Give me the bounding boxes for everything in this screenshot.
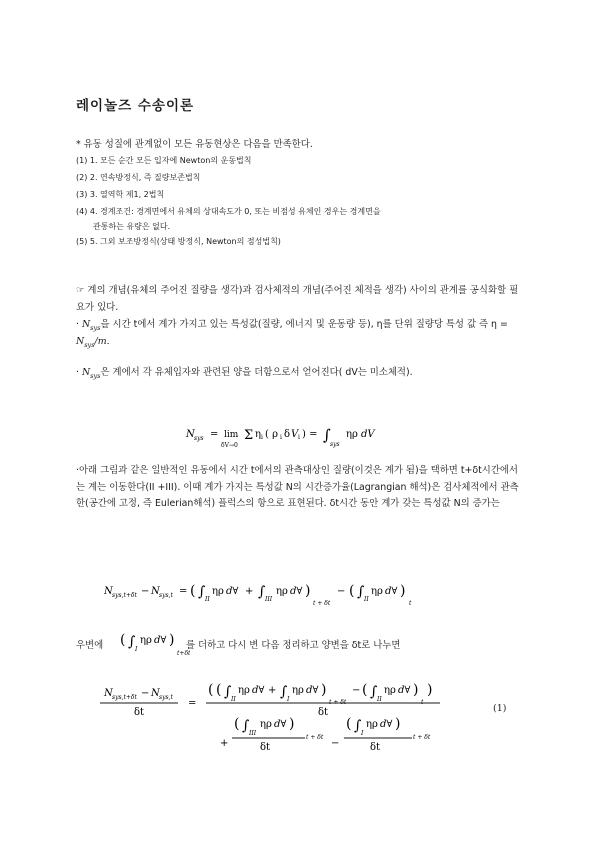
svg-text:lim: lim xyxy=(224,430,239,440)
svg-text:d∀: d∀ xyxy=(306,685,319,696)
svg-text:N: N xyxy=(151,586,160,597)
svg-text:d∀: d∀ xyxy=(252,685,265,696)
paragraph-concept: ☞ 계의 개념(유체의 주어진 질량을 생각)과 검사체적의 개념(주어진 체적을 생각) 사이의 관계를 공식화할 필요가 있다. xyxy=(76,285,519,313)
svg-text:N: N xyxy=(186,429,195,440)
svg-text:t: t xyxy=(421,699,424,706)
svg-text:I: I xyxy=(361,730,364,737)
inline-term-region-i xyxy=(120,624,190,660)
svg-text:): ) xyxy=(305,583,311,599)
svg-text:−: − xyxy=(141,688,150,699)
svg-text:δt: δt xyxy=(260,742,271,753)
svg-text:∫: ∫ xyxy=(354,718,362,734)
svg-text:N: N xyxy=(151,688,160,699)
svg-text:III: III xyxy=(265,596,273,603)
svg-text:(: ( xyxy=(362,682,368,698)
svg-text:+: + xyxy=(220,738,229,749)
svg-text:(: ( xyxy=(120,632,126,648)
law-item-4-cont: 관통하는 유량은 없다. xyxy=(93,222,171,231)
paragraph-general-flow: ·아래 그림과 같은 일반적인 유동에서 시간 t에서의 관측대상인 질량(이것은 계가 됨)을 택하면 t+δt시간에서는 계는 이동한다(II +III). 이때 계가 가지는 특성값 N의 시간증가율(Lagrangian 해석)은 검사체적에서 관측한(공간에 고정, 즉 Eulerian해석) 플럭스의 항으로 표현된다. δt시간 동안 계가 갖는 특성값 N의 증가는 xyxy=(76,465,519,509)
svg-text:ηρ: ηρ xyxy=(238,685,250,696)
svg-text:d∀: d∀ xyxy=(385,586,398,597)
svg-text:): ) xyxy=(427,682,433,698)
svg-text:(: ( xyxy=(216,682,222,698)
svg-text:d∀: d∀ xyxy=(154,635,167,646)
svg-text:(: ( xyxy=(349,583,355,599)
svg-text:III: III xyxy=(249,730,257,737)
svg-text:(: ( xyxy=(208,682,214,698)
svg-text:ηρ: ηρ xyxy=(140,635,152,646)
svg-text:): ) xyxy=(321,682,327,698)
svg-text:∫: ∫ xyxy=(224,684,232,700)
law-item-3: (3) 3. 열역학 제1, 2법칙 xyxy=(76,190,165,199)
svg-text:ηρ: ηρ xyxy=(292,685,304,696)
svg-text:d∀: d∀ xyxy=(398,685,411,696)
svg-text:δt: δt xyxy=(370,742,381,753)
svg-text:( ρ: ( ρ xyxy=(265,429,278,440)
equation-nsys-definition xyxy=(180,418,420,458)
svg-text:=: = xyxy=(188,698,197,709)
svg-text:ηρ: ηρ xyxy=(276,586,288,597)
svg-text:−: − xyxy=(352,685,361,696)
svg-text:): ) xyxy=(169,632,175,648)
svg-text:d∀: d∀ xyxy=(274,719,287,730)
paragraph-summation: · $N_{sys}$은 계에서 각 유체입자와 관련된 양을 더함으로서 얻어진다( dV는 미소체적). xyxy=(76,367,413,380)
svg-text:d∀: d∀ xyxy=(226,586,239,597)
svg-text:Σ: Σ xyxy=(244,428,254,443)
svg-text:sys: sys xyxy=(330,441,340,448)
svg-text:sys,t+δt: sys,t+δt xyxy=(112,592,137,599)
svg-text:(: ( xyxy=(234,716,240,732)
svg-text:sys,t+δt: sys,t+δt xyxy=(112,694,137,701)
svg-text:) =: ) = xyxy=(302,429,318,440)
svg-text:=: = xyxy=(210,429,219,440)
svg-text:ηρ: ηρ xyxy=(260,719,272,730)
paragraph-add-term-rest: 를 더하고 다시 변 다음 정리하고 양변을 δt로 나누면 xyxy=(186,640,401,651)
svg-text:d∀: d∀ xyxy=(380,719,393,730)
svg-text:d∀: d∀ xyxy=(290,586,303,597)
svg-text:II: II xyxy=(364,596,369,603)
svg-text:): ) xyxy=(289,716,295,732)
svg-text:sys,t: sys,t xyxy=(159,694,173,701)
svg-text:δt: δt xyxy=(318,707,329,718)
svg-text:i: i xyxy=(298,434,300,441)
svg-text:ηρ: ηρ xyxy=(371,586,383,597)
svg-text:): ) xyxy=(413,682,419,698)
svg-text:−: − xyxy=(141,586,150,597)
law-item-2: (2) 2. 연속방정식, 즉 질량보존법칙 xyxy=(76,173,201,182)
svg-text:N: N xyxy=(104,586,113,597)
svg-text:η: η xyxy=(255,429,261,440)
svg-text:ηρ: ηρ xyxy=(366,719,378,730)
equation-number: (1) xyxy=(493,703,507,714)
svg-text:∫: ∫ xyxy=(128,634,136,650)
svg-text:II: II xyxy=(377,696,382,703)
svg-text:t: t xyxy=(409,600,412,607)
svg-text:δV→0: δV→0 xyxy=(221,442,238,449)
svg-text:δ: δ xyxy=(284,429,291,440)
svg-text:∫: ∫ xyxy=(280,684,288,700)
paragraph-property: · $N_{sys}$을 시간 t에서 계가 가지고 있는 특성값(질량, 에너지 및 운동량 등), η를 단위 질량당 특성 값 즉 $\eta = N_{sys}/m$. xyxy=(76,319,508,349)
svg-text:δt: δt xyxy=(134,707,145,718)
svg-text:+: + xyxy=(245,586,254,597)
svg-text:t + δt: t + δt xyxy=(413,734,431,741)
equation-increase xyxy=(104,574,444,614)
svg-text:dV: dV xyxy=(361,429,375,440)
svg-text:∫: ∫ xyxy=(370,684,378,700)
svg-text:i: i xyxy=(280,434,282,441)
page-title: 레이놀즈 수송이론 xyxy=(76,98,195,114)
svg-text:(: ( xyxy=(190,583,196,599)
law-item-1: (1) 1. 모든 순간 모든 입자에 Newton의 운동법칙 xyxy=(76,156,252,165)
svg-text:V: V xyxy=(291,429,299,440)
svg-text:t+δt: t+δt xyxy=(177,650,190,657)
law-item-5: (5) 5. 그외 보조방정식(상태 방정식, Newton의 점성법칙) xyxy=(76,237,281,246)
svg-text:∫: ∫ xyxy=(323,426,331,444)
law-item-4: (4) 4. 경계조건: 경계면에서 유체의 상대속도가 0, 또는 비점성 유체인 경우는 경계면을 xyxy=(76,207,381,216)
svg-text:t + δt: t + δt xyxy=(313,600,331,607)
svg-text:∫: ∫ xyxy=(357,584,365,600)
svg-text:ηρ: ηρ xyxy=(212,586,224,597)
svg-text:II: II xyxy=(205,596,210,603)
equation-1 xyxy=(100,676,480,756)
paragraph-add-term: 우변에 xyxy=(76,640,104,651)
intro-text: * 유동 성질에 관계없이 모든 유동현상은 다음을 만족한다. xyxy=(76,139,313,150)
svg-text:t + δt: t + δt xyxy=(329,699,347,706)
svg-text:−: − xyxy=(331,738,340,749)
svg-text:∫: ∫ xyxy=(242,718,250,734)
svg-text:(: ( xyxy=(346,716,352,732)
svg-text:+: + xyxy=(268,685,277,696)
svg-text:I: I xyxy=(135,646,138,653)
svg-text:i: i xyxy=(261,434,263,441)
svg-text:ηρ: ηρ xyxy=(384,685,396,696)
svg-text:sys: sys xyxy=(194,435,204,442)
svg-text:): ) xyxy=(400,583,406,599)
svg-text:−: − xyxy=(337,586,346,597)
svg-text:N: N xyxy=(104,688,113,699)
svg-text:t + δt: t + δt xyxy=(306,734,324,741)
svg-text:I: I xyxy=(287,696,290,703)
svg-text:=: = xyxy=(179,586,188,597)
svg-text:∫: ∫ xyxy=(198,584,206,600)
svg-text:): ) xyxy=(395,716,401,732)
svg-text:ηρ: ηρ xyxy=(346,429,358,440)
svg-text:∫: ∫ xyxy=(258,584,266,600)
svg-text:II: II xyxy=(231,696,236,703)
svg-text:sys,t: sys,t xyxy=(159,592,173,599)
